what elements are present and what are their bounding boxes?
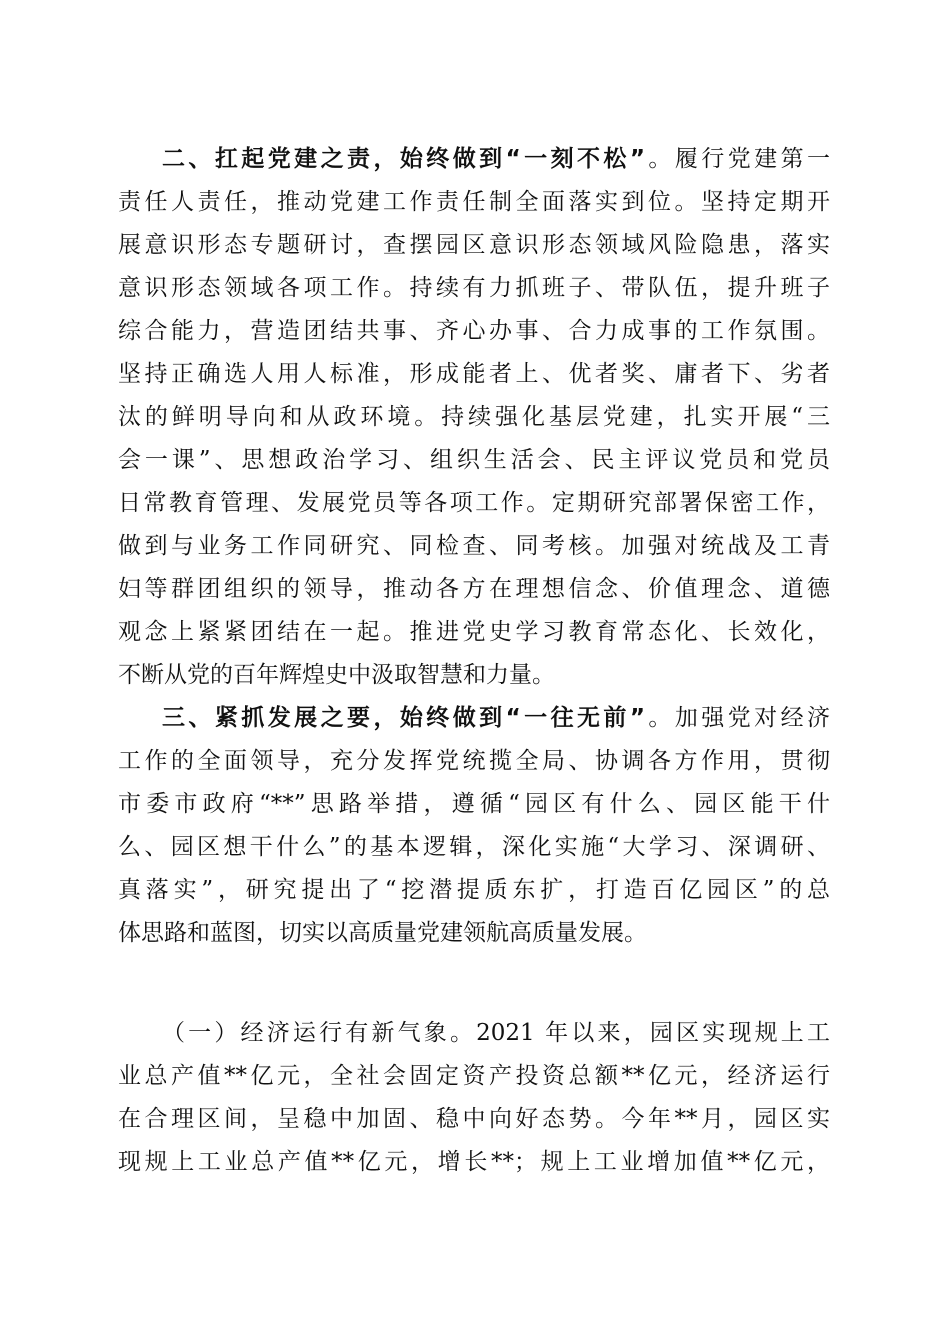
section2-line: 坚持正确选人用人标准，形成能者上、优者奖、庸者下、劣者 [118, 361, 830, 387]
section2-line: 观念上紧紧团结在一起。推进党史学习教育常态化、长效化， [118, 619, 830, 645]
section2-line: 会一课”、思想政治学习、组织生活会、民主评议党员和党员 [118, 447, 830, 473]
section2-heading: 二、扛起党建之责，始终做到“一刻不松” [162, 146, 645, 172]
section2-line: 日常教育管理、发展党员等各项工作。定期研究部署保密工作， [118, 490, 830, 516]
section3-line: 真落实”，研究提出了“挖潜提质东扩，打造百亿园区”的总 [118, 877, 830, 903]
subsection1-line: 业总产值**亿元，全社会固定资产投资总额**亿元，经济运行 [118, 1063, 830, 1089]
section3-line: 市委市政府“**”思路举措，遵循“园区有什么、园区能干什 [118, 791, 830, 817]
section3-heading: 三、紧抓发展之要，始终做到“一往无前” [162, 705, 645, 731]
section3-first-line-rest: 。加强党对经济 [644, 705, 830, 731]
section2-first-line [162, 137, 830, 181]
section3-line: 体思路和蓝图，切实以高质量党建领航高质量发展。 [118, 920, 647, 946]
section2-line: 不断从党的百年辉煌史中汲取智慧和力量。 [118, 662, 555, 688]
section2-first-line-rest: 。履行党建第一 [644, 146, 830, 172]
section2-line: 做到与业务工作同研究、同检查、同考核。加强对统战及工青 [118, 533, 830, 559]
section2-line: 责任人责任，推动党建工作责任制全面落实到位。坚持定期开 [118, 189, 830, 215]
section3-first-line [162, 696, 830, 740]
section2-line: 展意识形态专题研讨，查摆园区意识形态领域风险隐患，落实 [118, 232, 830, 258]
section2-line: 汰的鲜明导向和从政环境。持续强化基层党建，扎实开展“三 [118, 404, 830, 430]
section3-line: 么、园区想干什么”的基本逻辑，深化实施“大学习、深调研、 [118, 834, 830, 860]
section3-line: 工作的全面领导，充分发挥党统揽全局、协调各方作用，贯彻 [118, 748, 830, 774]
subsection1-line: 在合理区间，呈稳中加固、稳中向好态势。今年**月，园区实 [118, 1106, 830, 1132]
section2-line: 妇等群团组织的领导，推动各方在理想信念、价值理念、道德 [118, 576, 830, 602]
section2-line: 意识形态领域各项工作。持续有力抓班子、带队伍，提升班子 [118, 275, 830, 301]
subsection1-line: 现规上工业总产值**亿元，增长**；规上工业增加值**亿元， [118, 1149, 830, 1175]
subsection1-first-line: （一）经济运行有新气象。2021 年以来，园区实现规上工 [162, 1020, 830, 1046]
section2-line: 综合能力，营造团结共事、齐心办事、合力成事的工作氛围。 [118, 318, 830, 344]
